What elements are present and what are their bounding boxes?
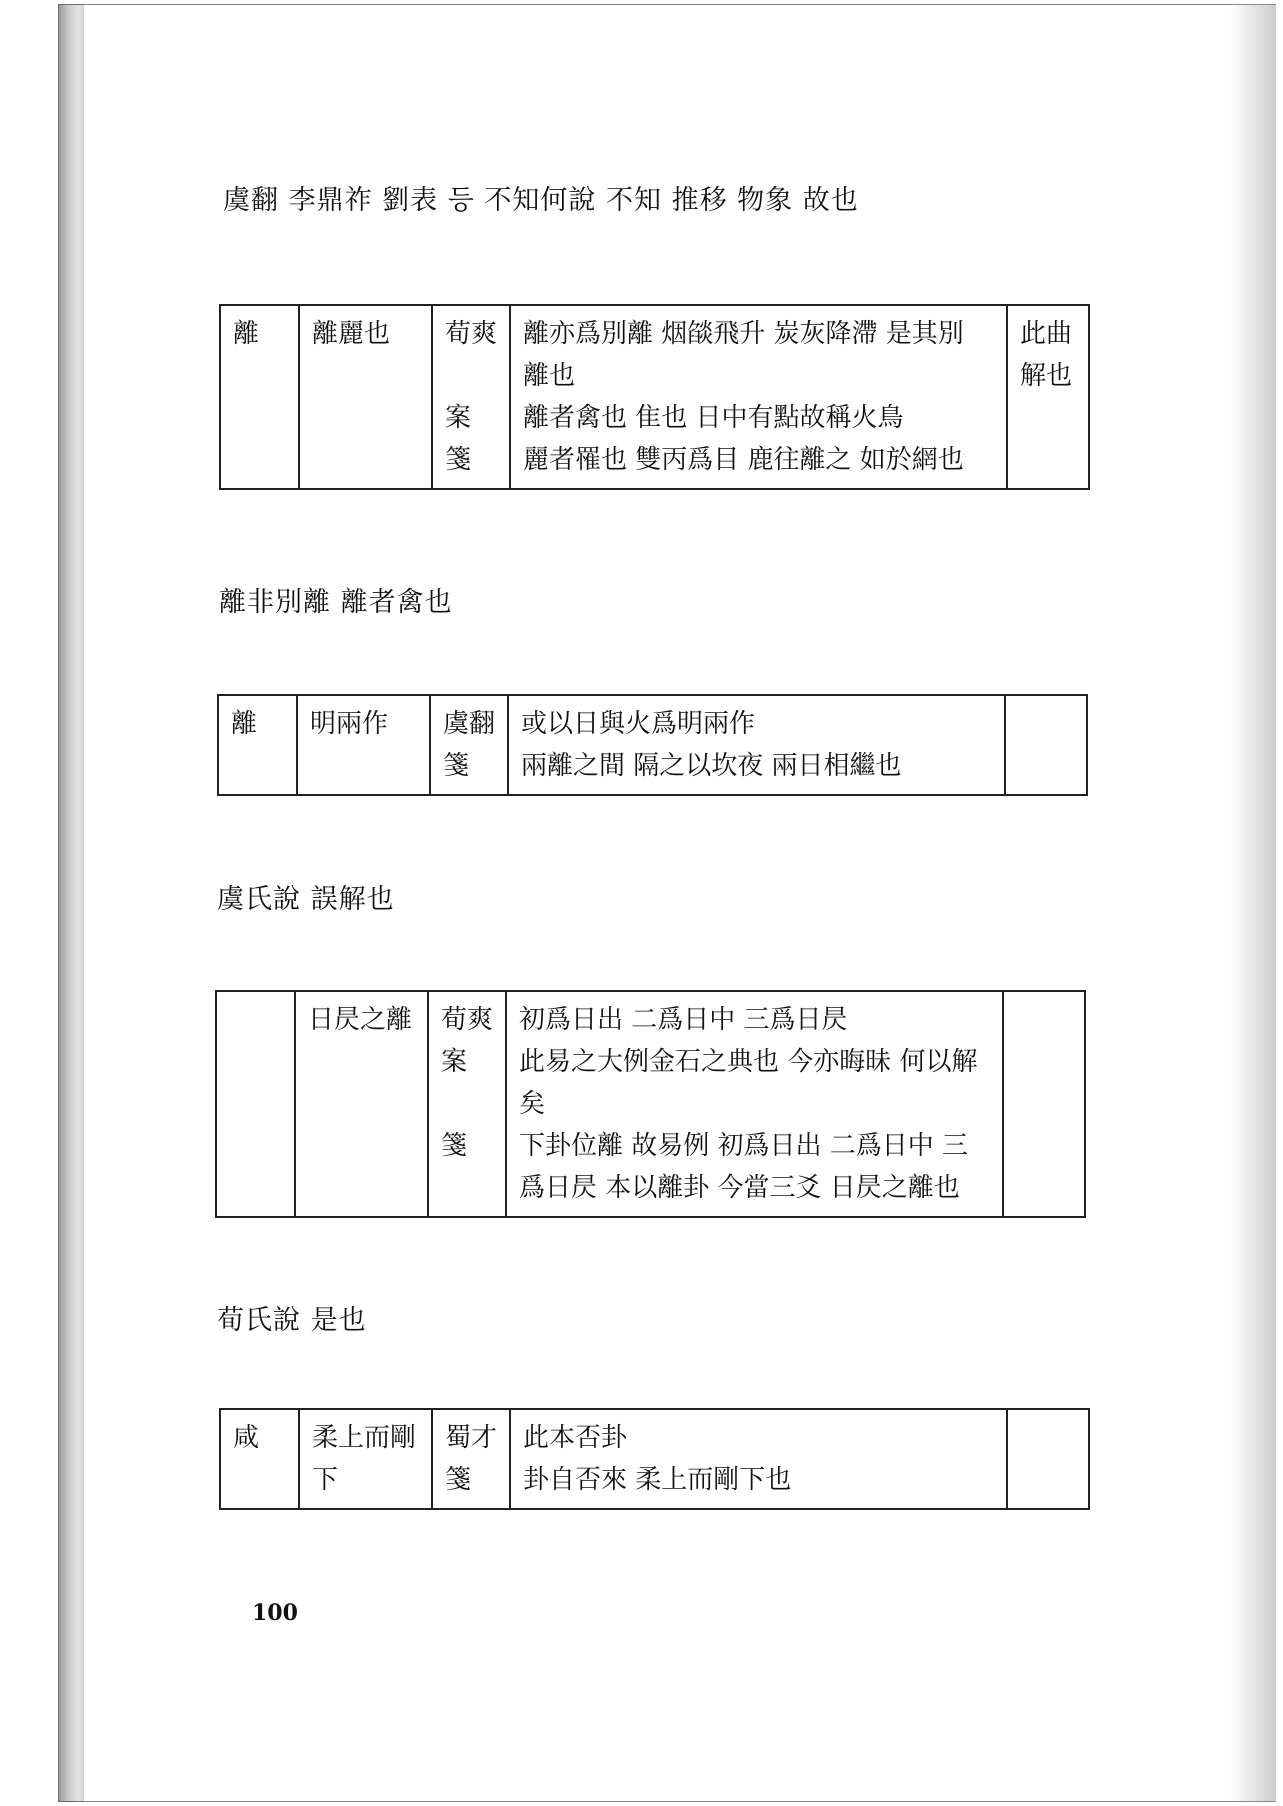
hexagram-cell <box>216 991 295 1217</box>
commentary-cell: 或以日與火爲明兩作 兩離之間 隔之以坎夜 兩日相繼也 <box>508 695 1005 795</box>
text-line-3: 虞氏說 誤解也 <box>217 884 395 915</box>
phrase-cell: 明兩作 <box>297 695 430 795</box>
hexagram-cell: 咸 <box>220 1409 299 1509</box>
text-line-2: 離非別離 離者禽也 <box>219 587 453 618</box>
gloss-table-2 <box>217 694 1088 796</box>
text-line-4: 荀氏說 是也 <box>217 1305 367 1336</box>
gloss-table-1 <box>219 304 1090 490</box>
commentary-cell: 離亦爲別離 烟燄飛升 炭灰降滯 是其別 離也 離者禽也 隹也 日中有點故稱火鳥 麗者罹也 雙丙爲目 鹿往離之 如於網也 <box>510 305 1007 489</box>
commentator-cell: 荀爽 案 箋 <box>432 305 510 489</box>
gloss-table-3 <box>215 990 1086 1218</box>
remark-cell <box>1007 1409 1089 1509</box>
commentator-cell: 荀爽 案 箋 <box>428 991 506 1217</box>
hexagram-cell: 離 <box>220 305 299 489</box>
commentator-cell: 虞翻 箋 <box>430 695 508 795</box>
commentary-cell: 此本否卦 卦自否來 柔上而剛下也 <box>510 1409 1007 1509</box>
phrase-cell: 離麗也 <box>299 305 432 489</box>
phrase-cell: 日昃之離 <box>295 991 428 1217</box>
hexagram-cell: 離 <box>218 695 297 795</box>
table-row <box>220 1409 1089 1509</box>
commentator-cell: 蜀才 箋 <box>432 1409 510 1509</box>
remark-cell <box>1003 991 1085 1217</box>
table-row <box>218 695 1087 795</box>
text-line-1: 虞翻 李鼎祚 劉表 등 不知何說 不知 推移 物象 故也 <box>223 185 859 216</box>
commentary-cell: 初爲日出 二爲日中 三爲日昃 此易之大例金石之典也 今亦晦昧 何以解 矣 下卦位離 故易例 初爲日出 二爲日中 三 爲日昃 本以離卦 今當三爻 日昃之離也 <box>506 991 1003 1217</box>
page-number: 100 <box>252 1600 298 1626</box>
table-row <box>216 991 1085 1217</box>
page-edge-shadow <box>1230 5 1276 1801</box>
gloss-table-4 <box>219 1408 1090 1510</box>
book-spine <box>58 4 86 1802</box>
remark-cell: 此曲 解也 <box>1007 305 1089 489</box>
table-row <box>220 305 1089 489</box>
remark-cell <box>1005 695 1087 795</box>
phrase-cell: 柔上而剛下 <box>299 1409 432 1509</box>
